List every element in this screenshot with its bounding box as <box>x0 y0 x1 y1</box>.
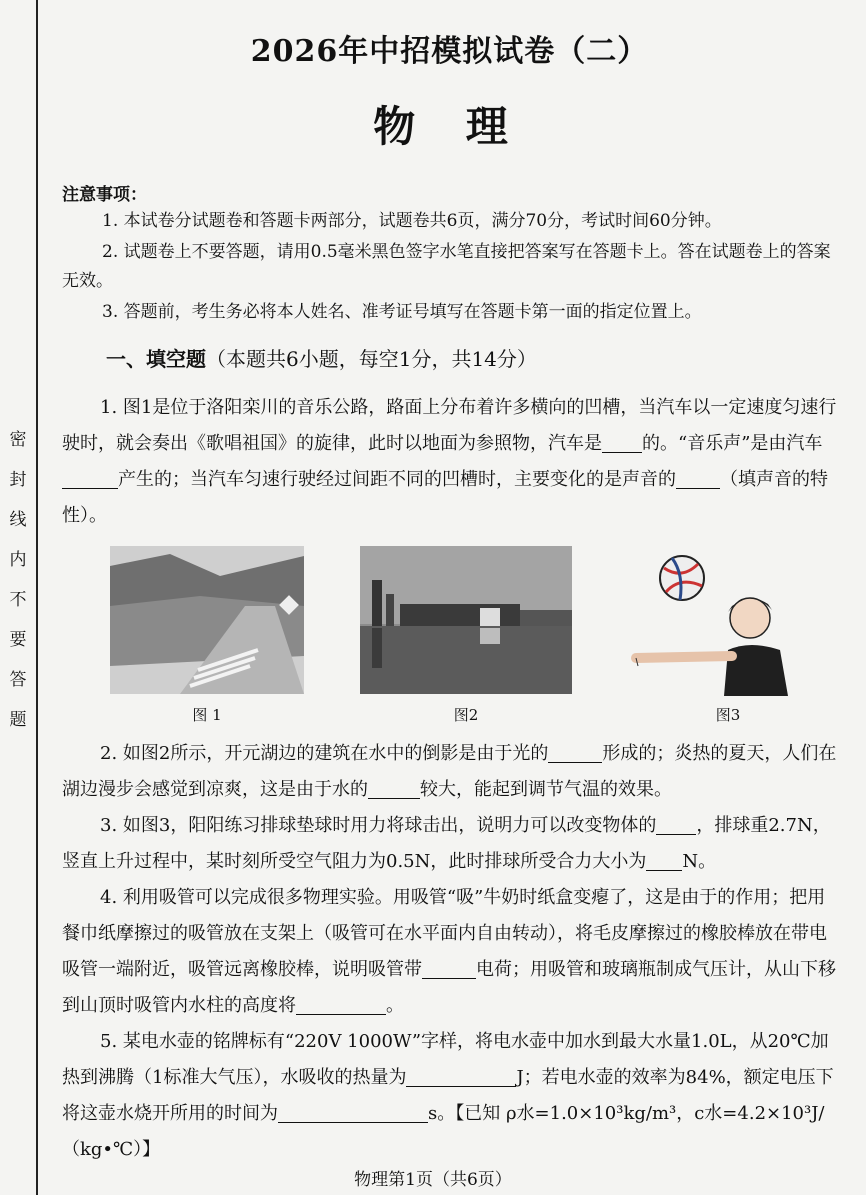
question-3 <box>62 808 837 880</box>
answer-blank[interactable] <box>602 430 642 453</box>
q2-text-c: 较大，能起到调节气温的效果。 <box>420 779 672 800</box>
answer-blank[interactable] <box>406 1064 516 1087</box>
notice-title: 注意事项： <box>62 185 147 205</box>
section-heading <box>62 343 837 372</box>
figure-row <box>62 546 837 736</box>
figure-1 <box>110 546 304 724</box>
seal-text <box>6 420 30 740</box>
notice-item: 2. 试题卷上不要答题，请用0.5毫米黑色签字水笔直接把答案写在答题卡上。答在试题卷上的答案无效。 <box>62 242 831 291</box>
answer-blank[interactable] <box>548 740 602 763</box>
q3-text-a: 3. 如图3，阳阳练习排球垫球时用力将球击出，说明力可以改变物体的 <box>100 815 657 836</box>
seal-char: 封 <box>9 470 27 490</box>
seal-char: 密 <box>9 430 27 450</box>
question-2 <box>62 736 837 808</box>
exam-title: 2026年中招模拟试卷（二） <box>250 34 649 69</box>
seal-char: 要 <box>9 630 27 650</box>
q1-text-b: 的。“音乐声”是由汽车 <box>642 433 823 454</box>
answer-blank[interactable] <box>422 956 476 979</box>
q1-text-c: 产生的；当汽车匀速行驶经过间距不同的凹槽时，主要变化的是声音的 <box>118 469 676 490</box>
answer-blank[interactable] <box>296 992 386 1015</box>
section-note: （本题共6小题，每空1分，共14分） <box>206 347 537 371</box>
seal-char: 不 <box>9 590 27 610</box>
section-title: 一、填空题 <box>106 347 206 371</box>
figure-3 <box>628 546 828 724</box>
answer-blank[interactable] <box>676 466 720 489</box>
answer-blank[interactable] <box>278 1100 428 1123</box>
answer-blank[interactable] <box>646 848 682 871</box>
question-4 <box>62 880 837 1024</box>
seal-char: 线 <box>9 510 27 530</box>
seal-char: 题 <box>9 710 27 730</box>
answer-blank[interactable] <box>656 812 696 835</box>
question-5 <box>62 1024 837 1168</box>
notice-item: 1. 本试卷分试题卷和答题卡两部分，试题卷共6页，满分70分，考试时间60分钟。 <box>102 211 722 231</box>
q2-text-a: 2. 如图2所示，开元湖边的建筑在水中的倒影是由于光的 <box>100 743 549 764</box>
lake-reflection-photo <box>360 546 572 694</box>
notice-item: 3. 答题前，考生务必将本人姓名、准考证号填写在答题卡第一面的指定位置上。 <box>102 302 702 322</box>
q1-text-a: 1. 图1是位于洛阳栾川的音乐公路，路面上分布着许多横向的凹槽，当汽车以一定速度匀速行驶时，就会奏出《歌唱祖国》的旋律，此时以地面为参照物，汽车是 <box>62 397 837 454</box>
figure-3-caption: 图3 <box>715 706 741 724</box>
q4-text-b: 电荷；用吸管和玻璃瓶制成气压计，从山下移到山顶时吸管内水柱的高度将 <box>62 959 836 1016</box>
q2-text-b: 形成的；炎热的夏天，人们在湖边漫步会感觉到凉爽，这是由于水的 <box>62 743 837 800</box>
q3-text-c: N。 <box>682 851 717 872</box>
subject-title: 物 理 <box>373 102 526 151</box>
music-road-photo <box>110 546 304 694</box>
figure-2-caption: 图2 <box>453 706 479 724</box>
answer-blank[interactable] <box>62 466 118 489</box>
q5-text-c: s。【已知 ρ水=1.0×10³kg/m³，c水=4.2×10³J/（kg•℃）】 <box>62 1103 825 1160</box>
q5-text-b: J；若电水壶的效率为84%，额定电压下将这壶水烧开所用的时间为 <box>62 1067 834 1124</box>
q4-text-a: 4. 利用吸管可以完成很多物理实验。用吸管“吸”牛奶时纸盒变瘪了，这是由于的作用；把用餐巾纸摩擦过的吸管放在支架上（吸管可在水平面内自由转动），将毛皮摩擦过的橡胶棒放在带电吸管一端附近，吸管远离橡胶棒，说明吸管带 <box>62 887 827 980</box>
page-footer: 物理第1页（共6页） <box>354 1170 512 1190</box>
q3-text-b: ，排球重2.7N，竖直上升过程中，某时刻所受空气阻力为0.5N，此时排球所受合力大小为 <box>62 815 831 872</box>
volleyball-player-illustration <box>628 546 828 696</box>
q4-text-c: 。 <box>386 995 404 1016</box>
q5-text-a: 5. 某电水壶的铭牌标有“220V 1000W”字样，将电水壶中加水到最大水量1.0L，从20℃加热到沸腾（1标准大气压），水吸收的热量为 <box>62 1031 829 1088</box>
figure-1-caption: 图 1 <box>192 706 222 724</box>
seal-char: 内 <box>9 550 27 570</box>
figure-2 <box>360 546 572 724</box>
seal-char: 答 <box>9 670 27 690</box>
question-1 <box>62 390 837 534</box>
q1-text-d: （填声音的特性）。 <box>62 469 828 526</box>
binding-line <box>36 0 38 1195</box>
exam-page <box>62 20 837 1168</box>
answer-blank[interactable] <box>368 776 420 799</box>
